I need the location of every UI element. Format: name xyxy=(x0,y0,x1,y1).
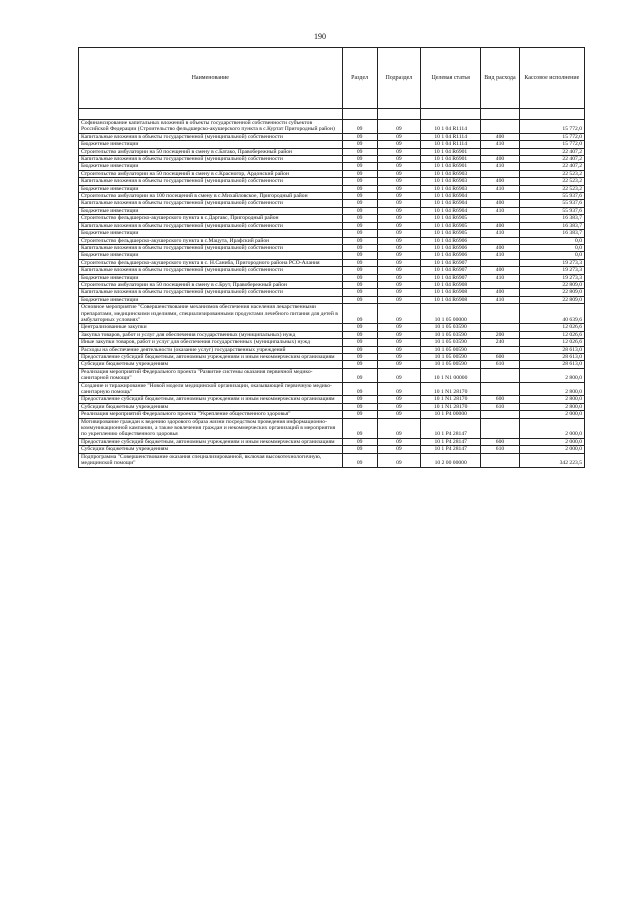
table-row xyxy=(79,354,585,361)
row-target-item: 10 1 04 R6908 xyxy=(421,296,481,303)
row-section: 09 xyxy=(342,207,377,214)
row-subsection: 09 xyxy=(377,178,420,185)
row-subsection: 09 xyxy=(377,120,420,134)
row-section: 09 xyxy=(342,244,377,251)
row-target-item: 10 1 04 R6901 xyxy=(421,156,481,163)
table-row xyxy=(79,207,585,214)
row-section: 09 xyxy=(342,156,377,163)
table-row xyxy=(79,267,585,274)
row-name: Реализация мероприятий Федерального проекта "Укрепление общественного здоровья" xyxy=(79,411,343,418)
table-row xyxy=(79,133,585,140)
row-name: Строительство амбулатории на 50 посещений в смену в с.Брут, Правобережный район xyxy=(79,281,343,288)
row-section: 09 xyxy=(342,148,377,155)
row-subsection: 09 xyxy=(377,289,420,296)
row-amount: 16 383,7 xyxy=(519,222,584,229)
row-target-item: 10 1 04 R6906 xyxy=(421,252,481,259)
row-subsection: 09 xyxy=(377,274,420,281)
row-expense-type: 410 xyxy=(481,163,519,170)
row-subsection: 09 xyxy=(377,403,420,410)
row-subsection: 09 xyxy=(377,324,420,331)
row-name: Капитальные вложения в объекты государственной (муниципальной) собственности xyxy=(79,289,343,296)
header-expense-type: Вид расхода xyxy=(481,48,519,109)
row-expense-type xyxy=(481,237,519,244)
row-name: Субсидии бюджетным учреждениям xyxy=(79,446,343,453)
row-subsection: 09 xyxy=(377,354,420,361)
row-subsection: 09 xyxy=(377,163,420,170)
table-row xyxy=(79,185,585,192)
row-name: Иные закупки товаров, работ и услуг для обеспечения государственных (муниципальных) нужд xyxy=(79,339,343,346)
table-row xyxy=(79,148,585,155)
row-subsection: 09 xyxy=(377,453,420,467)
row-expense-type: 410 xyxy=(481,296,519,303)
row-target-item: 10 1 04 R6903 xyxy=(421,178,481,185)
row-amount: 28 613,0 xyxy=(519,346,584,353)
row-section: 09 xyxy=(342,438,377,445)
row-section: 09 xyxy=(342,403,377,410)
spacer-cell xyxy=(377,109,420,120)
row-expense-type xyxy=(481,453,519,467)
table-row xyxy=(79,361,585,368)
row-target-item: 10 1 04 R6905 xyxy=(421,222,481,229)
row-amount: 2 800,0 xyxy=(519,396,584,403)
row-target-item: 10 1 05 03590 xyxy=(421,324,481,331)
row-section: 09 xyxy=(342,339,377,346)
row-expense-type xyxy=(481,324,519,331)
row-target-item: 10 1 04 R6904 xyxy=(421,207,481,214)
row-subsection: 09 xyxy=(377,141,420,148)
row-subsection: 09 xyxy=(377,396,420,403)
row-amount: 40 639,6 xyxy=(519,304,584,324)
row-amount: 2 000,0 xyxy=(519,411,584,418)
row-target-item: 10 1 04 R6908 xyxy=(421,281,481,288)
table-row xyxy=(79,230,585,237)
table-row xyxy=(79,222,585,229)
row-target-item: 10 1 04 R1114 xyxy=(421,120,481,134)
row-amount: 22 523,2 xyxy=(519,170,584,177)
table-row xyxy=(79,163,585,170)
table-row xyxy=(79,446,585,453)
row-section: 09 xyxy=(342,141,377,148)
row-expense-type xyxy=(481,368,519,382)
row-subsection: 09 xyxy=(377,156,420,163)
row-name: Бюджетные инвестиции xyxy=(79,296,343,303)
header-cash-execution: Кассовое исполнение xyxy=(519,48,584,109)
row-section: 09 xyxy=(342,296,377,303)
row-target-item: 10 1 P4 00000 xyxy=(421,411,481,418)
row-target-item: 10 1 05 00590 xyxy=(421,354,481,361)
row-name: Капитальные вложения в объекты государственной (муниципальной) собственности xyxy=(79,156,343,163)
row-target-item: 10 1 04 R1114 xyxy=(421,133,481,140)
row-amount: 22 523,2 xyxy=(519,185,584,192)
row-amount: 22 809,0 xyxy=(519,289,584,296)
table-row xyxy=(79,120,585,134)
row-target-item: 10 1 P4 28147 xyxy=(421,446,481,453)
row-amount: 0,0 xyxy=(519,244,584,251)
row-name: Софинансирование капитальных вложений в объекты государственной собственности субъектов Российской Федерации (Строительство фельдшерско-акушерского пункта в с.Куртат Пригородный район) xyxy=(79,120,343,134)
row-amount: 342 223,5 xyxy=(519,453,584,467)
table-row xyxy=(79,193,585,200)
row-target-item: 10 1 04 R6904 xyxy=(421,193,481,200)
row-name: Создание и тиражирование "Новой модели медицинской организации, оказывающей первичную медико-санитарную помощь" xyxy=(79,382,343,396)
row-section: 09 xyxy=(342,331,377,338)
table-row xyxy=(79,200,585,207)
spacer-cell xyxy=(342,109,377,120)
row-target-item: 10 2 00 00000 xyxy=(421,453,481,467)
table-row xyxy=(79,382,585,396)
row-name: Капитальные вложения в объекты государственной (муниципальной) собственности xyxy=(79,200,343,207)
row-amount: 0,0 xyxy=(519,237,584,244)
spacer-row xyxy=(79,109,585,120)
row-section: 09 xyxy=(342,382,377,396)
row-section: 09 xyxy=(342,289,377,296)
row-subsection: 09 xyxy=(377,296,420,303)
row-amount: 22 809,0 xyxy=(519,296,584,303)
row-expense-type: 400 xyxy=(481,133,519,140)
row-target-item: 10 1 N1 28170 xyxy=(421,382,481,396)
row-amount: 28 613,0 xyxy=(519,354,584,361)
row-section: 09 xyxy=(342,237,377,244)
row-expense-type: 400 xyxy=(481,178,519,185)
table-row xyxy=(79,170,585,177)
row-subsection: 09 xyxy=(377,411,420,418)
row-subsection: 09 xyxy=(377,382,420,396)
header-name: Наименование xyxy=(79,48,343,109)
row-subsection: 09 xyxy=(377,193,420,200)
row-subsection: 09 xyxy=(377,339,420,346)
table-row xyxy=(79,244,585,251)
row-amount: 15 772,0 xyxy=(519,120,584,134)
row-section: 09 xyxy=(342,178,377,185)
row-amount: 0,0 xyxy=(519,252,584,259)
row-expense-type: 400 xyxy=(481,156,519,163)
row-name: Субсидии бюджетным учреждениям xyxy=(79,403,343,410)
row-amount: 12 026,6 xyxy=(519,331,584,338)
row-expense-type xyxy=(481,193,519,200)
row-section: 09 xyxy=(342,259,377,266)
row-subsection: 09 xyxy=(377,252,420,259)
row-name: Субсидии бюджетным учреждениям xyxy=(79,361,343,368)
row-amount: 2 800,0 xyxy=(519,368,584,382)
row-target-item: 10 1 05 00000 xyxy=(421,304,481,324)
row-subsection: 09 xyxy=(377,368,420,382)
row-amount: 22 407,2 xyxy=(519,156,584,163)
row-subsection: 09 xyxy=(377,222,420,229)
row-name: Основное мероприятие "Совершенствование механизмов обеспечения населения лекарственными препаратами, медицинскими изделиями, специализированными продуктами лечебного питания для детей в амбулаторных условиях" xyxy=(79,304,343,324)
row-name: Капитальные вложения в объекты государственной (муниципальной) собственности xyxy=(79,267,343,274)
row-amount: 19 273,3 xyxy=(519,267,584,274)
table-row xyxy=(79,438,585,445)
row-name: Бюджетные инвестиции xyxy=(79,274,343,281)
table-row xyxy=(79,396,585,403)
row-subsection: 09 xyxy=(377,438,420,445)
table-row xyxy=(79,289,585,296)
row-amount: 22 809,0 xyxy=(519,281,584,288)
row-subsection: 09 xyxy=(377,418,420,438)
row-target-item: 10 1 05 00590 xyxy=(421,361,481,368)
row-subsection: 09 xyxy=(377,244,420,251)
row-name: Бюджетные инвестиции xyxy=(79,252,343,259)
row-name: Строительство фельдшерско-акушерского пункта в с.Даргавс, Пригородный район xyxy=(79,215,343,222)
table-row xyxy=(79,411,585,418)
row-section: 09 xyxy=(342,200,377,207)
row-amount: 2 800,0 xyxy=(519,403,584,410)
row-section: 09 xyxy=(342,446,377,453)
row-target-item: 10 1 04 R6907 xyxy=(421,259,481,266)
row-subsection: 09 xyxy=(377,346,420,353)
table-row xyxy=(79,156,585,163)
table-row xyxy=(79,178,585,185)
row-name: Расходы на обеспечение деятельности (оказание услуг) государственных учреждений xyxy=(79,346,343,353)
row-expense-type: 410 xyxy=(481,207,519,214)
row-amount: 22 407,2 xyxy=(519,163,584,170)
row-amount: 28 613,0 xyxy=(519,361,584,368)
row-subsection: 09 xyxy=(377,267,420,274)
row-amount: 15 772,0 xyxy=(519,141,584,148)
row-expense-type xyxy=(481,304,519,324)
row-expense-type: 610 xyxy=(481,403,519,410)
table-row xyxy=(79,339,585,346)
row-target-item: 10 1 04 R1114 xyxy=(421,141,481,148)
row-amount: 55 937,6 xyxy=(519,193,584,200)
spacer-cell xyxy=(519,109,584,120)
row-amount: 19 273,3 xyxy=(519,259,584,266)
row-name: Строительство амбулатории на 100 посещений в смену в с.Михайловское, Пригородный район xyxy=(79,193,343,200)
row-name: Строительство фельдшерско-акушерского пункта в с. Н.Саниба, Пригородного района РСО-Алания xyxy=(79,259,343,266)
row-section: 09 xyxy=(342,267,377,274)
row-section: 09 xyxy=(342,274,377,281)
table-row xyxy=(79,141,585,148)
row-name: Бюджетные инвестиции xyxy=(79,207,343,214)
page-number: 190 xyxy=(314,32,326,41)
row-name: Бюджетные инвестиции xyxy=(79,230,343,237)
table-row xyxy=(79,281,585,288)
row-name: Мотивирование граждан к ведению здорового образа жизни посредством проведения информационно-коммуникационной кампании, а также вовлечения граждан и некоммерческих организаций в мероприятия по укреплению общественного здоровья xyxy=(79,418,343,438)
row-expense-type: 400 xyxy=(481,200,519,207)
row-name: Капитальные вложения в объекты государственной (муниципальной) собственности xyxy=(79,244,343,251)
row-name: Строительство амбулатории на 50 посещений в смену в с.Красногор, Ардонский район xyxy=(79,170,343,177)
row-amount: 2 000,0 xyxy=(519,438,584,445)
row-expense-type xyxy=(481,148,519,155)
table-body xyxy=(79,109,585,468)
row-amount: 15 772,0 xyxy=(519,133,584,140)
table-row xyxy=(79,296,585,303)
table-row xyxy=(79,403,585,410)
row-section: 09 xyxy=(342,281,377,288)
row-expense-type: 400 xyxy=(481,222,519,229)
row-amount: 22 407,2 xyxy=(519,148,584,155)
row-expense-type xyxy=(481,411,519,418)
table-row xyxy=(79,274,585,281)
row-expense-type xyxy=(481,120,519,134)
row-section: 09 xyxy=(342,354,377,361)
budget-table xyxy=(78,47,585,468)
row-expense-type: 400 xyxy=(481,267,519,274)
row-target-item: 10 1 04 R6908 xyxy=(421,289,481,296)
row-target-item: 10 1 04 R6903 xyxy=(421,170,481,177)
row-amount: 16 383,7 xyxy=(519,230,584,237)
table-row xyxy=(79,259,585,266)
row-section: 09 xyxy=(342,120,377,134)
table-row xyxy=(79,346,585,353)
row-name: Строительство фельдшерско-акушерского пункта в с.Мацута, Ирафский район xyxy=(79,237,343,244)
row-expense-type: 410 xyxy=(481,230,519,237)
row-section: 09 xyxy=(342,368,377,382)
table-header-row xyxy=(79,48,585,109)
row-subsection: 09 xyxy=(377,281,420,288)
spacer-cell xyxy=(79,109,343,120)
row-target-item: 10 1 04 R6906 xyxy=(421,237,481,244)
row-target-item: 10 1 04 R6907 xyxy=(421,274,481,281)
row-section: 09 xyxy=(342,324,377,331)
row-expense-type: 600 xyxy=(481,438,519,445)
row-amount: 12 026,6 xyxy=(519,339,584,346)
row-subsection: 09 xyxy=(377,148,420,155)
row-amount: 2 000,0 xyxy=(519,418,584,438)
row-name: Бюджетные инвестиции xyxy=(79,163,343,170)
header-target-item: Целевая статья xyxy=(421,48,481,109)
table-row xyxy=(79,237,585,244)
row-amount: 2 800,0 xyxy=(519,382,584,396)
row-expense-type xyxy=(481,170,519,177)
row-target-item: 10 1 P4 28147 xyxy=(421,438,481,445)
row-subsection: 09 xyxy=(377,200,420,207)
row-expense-type: 400 xyxy=(481,244,519,251)
row-expense-type: 240 xyxy=(481,339,519,346)
row-expense-type: 200 xyxy=(481,331,519,338)
row-amount: 55 937,6 xyxy=(519,200,584,207)
table-row xyxy=(79,304,585,324)
spacer-cell xyxy=(481,109,519,120)
table-row xyxy=(79,324,585,331)
row-target-item: 10 1 04 R6907 xyxy=(421,267,481,274)
row-target-item: 10 1 04 R6906 xyxy=(421,244,481,251)
row-section: 09 xyxy=(342,453,377,467)
row-name: Капитальные вложения в объекты государственной (муниципальной) собственности xyxy=(79,222,343,229)
row-section: 09 xyxy=(342,411,377,418)
row-name: Строительство амбулатории на 50 посещений в смену в с.Батако, Правобережный район xyxy=(79,148,343,155)
row-expense-type: 410 xyxy=(481,252,519,259)
row-section: 09 xyxy=(342,396,377,403)
row-target-item: 10 1 04 R6903 xyxy=(421,185,481,192)
row-expense-type xyxy=(481,281,519,288)
row-target-item: 10 1 P4 28147 xyxy=(421,418,481,438)
row-target-item: 10 1 N1 28170 xyxy=(421,396,481,403)
table-row xyxy=(79,453,585,467)
row-name: Централизованные закупки xyxy=(79,324,343,331)
row-expense-type: 610 xyxy=(481,446,519,453)
row-expense-type xyxy=(481,418,519,438)
row-subsection: 09 xyxy=(377,185,420,192)
row-expense-type: 410 xyxy=(481,185,519,192)
row-subsection: 09 xyxy=(377,361,420,368)
row-amount: 2 000,0 xyxy=(519,446,584,453)
row-subsection: 09 xyxy=(377,170,420,177)
row-name: Закупка товаров, работ и услуг для обеспечения государственных (муниципальных) нужд xyxy=(79,331,343,338)
row-name: Реализация мероприятий Федерального проекта "Развитие системы оказания первичной медико-санитарной помощи" xyxy=(79,368,343,382)
row-expense-type: 610 xyxy=(481,361,519,368)
row-name: Предоставление субсидий бюджетным, автономным учреждениям и иным некоммерческим организациям xyxy=(79,396,343,403)
row-amount: 55 937,6 xyxy=(519,207,584,214)
row-section: 09 xyxy=(342,185,377,192)
row-name: Капитальные вложения в объекты государственной (муниципальной) собственности xyxy=(79,133,343,140)
row-expense-type: 400 xyxy=(481,289,519,296)
header-subsection: Подраздел xyxy=(377,48,420,109)
row-amount: 16 383,7 xyxy=(519,215,584,222)
row-subsection: 09 xyxy=(377,230,420,237)
row-subsection: 09 xyxy=(377,237,420,244)
row-subsection: 09 xyxy=(377,133,420,140)
row-section: 09 xyxy=(342,252,377,259)
row-name: Капитальные вложения в объекты государственной (муниципальной) собственности xyxy=(79,178,343,185)
row-expense-type xyxy=(481,259,519,266)
row-section: 09 xyxy=(342,230,377,237)
table-row xyxy=(79,331,585,338)
row-subsection: 09 xyxy=(377,304,420,324)
row-section: 09 xyxy=(342,361,377,368)
row-expense-type: 410 xyxy=(481,274,519,281)
row-name: Бюджетные инвестиции xyxy=(79,141,343,148)
row-target-item: 10 1 05 00590 xyxy=(421,346,481,353)
table-row xyxy=(79,252,585,259)
row-expense-type: 600 xyxy=(481,354,519,361)
row-name: Бюджетные инвестиции xyxy=(79,185,343,192)
row-expense-type xyxy=(481,346,519,353)
row-target-item: 10 1 N1 00000 xyxy=(421,368,481,382)
row-target-item: 10 1 04 R6905 xyxy=(421,230,481,237)
row-section: 09 xyxy=(342,418,377,438)
table-row xyxy=(79,215,585,222)
row-section: 09 xyxy=(342,304,377,324)
row-subsection: 09 xyxy=(377,207,420,214)
row-amount: 19 273,3 xyxy=(519,274,584,281)
row-section: 09 xyxy=(342,215,377,222)
row-target-item: 10 1 04 R6901 xyxy=(421,163,481,170)
row-section: 09 xyxy=(342,133,377,140)
table-row xyxy=(79,418,585,438)
row-amount: 12 026,6 xyxy=(519,324,584,331)
row-target-item: 10 1 04 R6901 xyxy=(421,148,481,155)
spacer-cell xyxy=(421,109,481,120)
row-expense-type xyxy=(481,215,519,222)
row-section: 09 xyxy=(342,163,377,170)
row-target-item: 10 1 N1 28170 xyxy=(421,403,481,410)
row-section: 09 xyxy=(342,346,377,353)
table-row xyxy=(79,368,585,382)
row-amount: 22 523,2 xyxy=(519,178,584,185)
row-subsection: 09 xyxy=(377,259,420,266)
row-name: Предоставление субсидий бюджетным, автономным учреждениям и иным некоммерческим организациям xyxy=(79,354,343,361)
row-target-item: 10 1 05 03590 xyxy=(421,339,481,346)
row-subsection: 09 xyxy=(377,331,420,338)
row-subsection: 09 xyxy=(377,215,420,222)
row-section: 09 xyxy=(342,170,377,177)
row-target-item: 10 1 04 R6904 xyxy=(421,200,481,207)
row-target-item: 10 1 05 03590 xyxy=(421,331,481,338)
row-subsection: 09 xyxy=(377,446,420,453)
row-expense-type xyxy=(481,382,519,396)
header-section: Раздел xyxy=(342,48,377,109)
row-target-item: 10 1 04 R6905 xyxy=(421,215,481,222)
row-expense-type: 410 xyxy=(481,141,519,148)
row-section: 09 xyxy=(342,222,377,229)
row-name: Предоставление субсидий бюджетным, автономным учреждениям и иным некоммерческим организациям xyxy=(79,438,343,445)
row-name: Подпрограмма "Совершенствование оказания специализированной, включая высокотехнологичную, медицинской помощи" xyxy=(79,453,343,467)
row-expense-type: 600 xyxy=(481,396,519,403)
row-section: 09 xyxy=(342,193,377,200)
